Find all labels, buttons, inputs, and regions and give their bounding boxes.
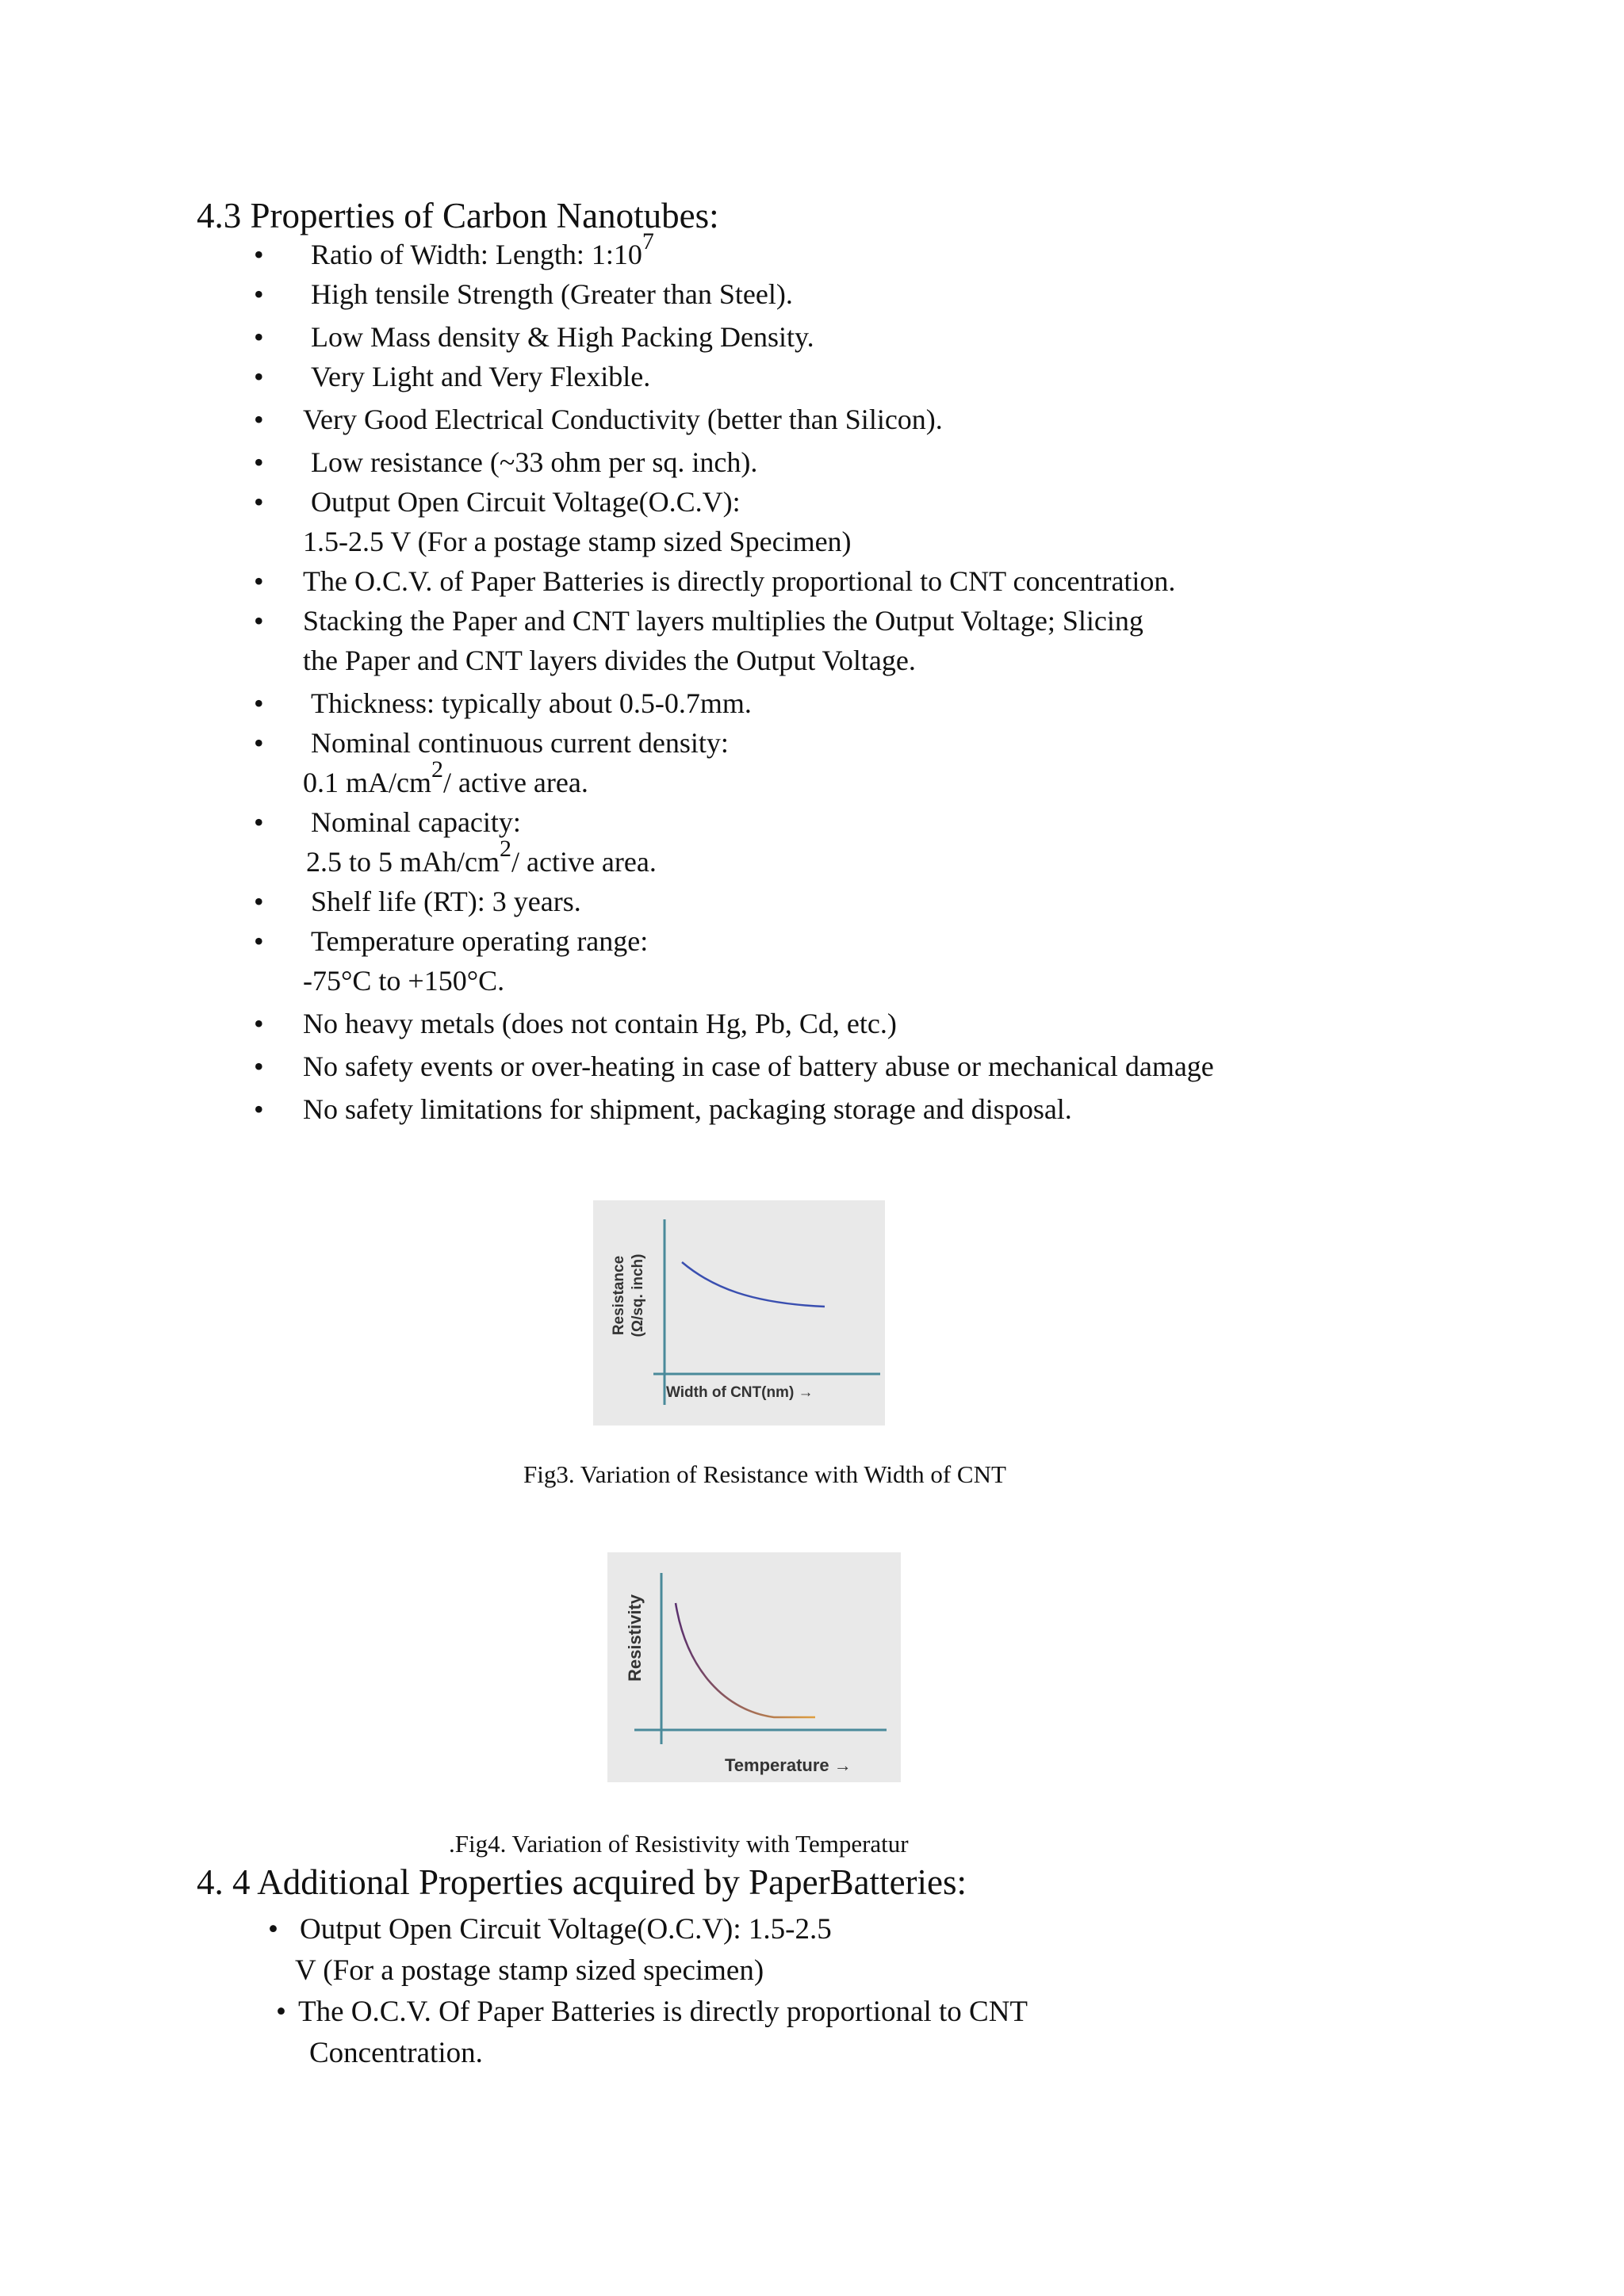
bullet: • [268,1913,278,1946]
list-item-text: Thickness: typically about 0.5-0.7mm. [311,687,752,719]
bullet: • [254,806,264,838]
list-item-text: Shelf life (RT): 3 years. [311,886,581,917]
list-item-continuation: Concentration. [309,2037,483,2069]
list-item-text: Nominal continuous current density: [311,727,729,759]
bullet: • [254,687,264,719]
bullet: • [276,1996,286,2028]
bullet: • [254,404,264,435]
x-axis-label: Temperature → [725,1755,852,1775]
y-axis-label-line2: (Ω/sq. inch) [630,1253,646,1337]
bullet: • [254,321,264,353]
list-item-text: Ratio of Width: Length: 1:10 [311,239,642,270]
list-item [254,723,1443,802]
list-item [254,317,1443,357]
bullet: • [254,278,264,310]
list-item [254,228,1443,274]
list-item-text: No safety events or over-heating in case of battery abuse or mechanical damage [303,1050,1214,1082]
section-heading-4-4: 4. 4 Additional Properties acquired by PaperBatteries: [197,1862,967,1902]
list-item-continuation-suffix: / active area. [511,846,657,878]
bullet: • [254,1093,264,1125]
bullet: • [254,925,264,957]
list-item [254,442,1443,482]
list-item [254,601,1443,680]
figure-3-resistance-graph [593,1200,885,1425]
figure-3-plot [593,1200,885,1425]
list-item-text: Very Good Electrical Conductivity (better than Silicon). [303,404,943,435]
list-item-text: No safety limitations for shipment, packaging storage and disposal. [303,1093,1072,1125]
bullet: • [254,361,264,392]
list-item [254,921,1443,1001]
y-axis-label: Resistivity [625,1594,645,1682]
list-item-text: The O.C.V. of Paper Batteries is directly proportional to CNT concentration. [303,565,1176,597]
figure-3-caption: Fig3. Variation of Resistance with Width of CNT [523,1460,1006,1488]
list-item [254,1089,1443,1129]
list-item-text: Output Open Circuit Voltage(O.C.V): 1.5-2.5 [300,1913,832,1946]
list-item-text: The O.C.V. Of Paper Batteries is directly proportional to CNT [298,1996,1028,2028]
list-item-text: High tensile Strength (Greater than Steel). [311,278,793,310]
list-item [254,882,1443,921]
list-item-continuation: 2.5 to 5 mAh/cm [306,846,500,878]
list-item [254,1004,1443,1043]
resistivity-curve [676,1603,815,1717]
list-item [268,1992,1457,2074]
list-item-text: Very Light and Very Flexible. [311,361,651,392]
list-item [254,274,1443,314]
bullet: • [254,239,264,270]
bullet: • [254,1050,264,1082]
list-item [254,357,1443,396]
superscript: 2 [499,836,511,862]
list-item [254,683,1443,723]
figure-4-plot [607,1552,901,1782]
x-axis-label: Width of CNT(nm) → [666,1384,814,1401]
section-heading-4-3: 4.3 Properties of Carbon Nanotubes: [197,196,719,235]
bullet: • [254,1008,264,1039]
list-item-text: Low resistance (~33 ohm per sq. inch). [311,446,758,478]
list-item-continuation: 1.5-2.5 V (For a postage stamp sized Specimen) [303,526,852,557]
list-item [268,1909,1457,1992]
figure-4-caption: .Fig4. Variation of Resistivity with Temperatur [449,1830,909,1858]
resistance-curve [682,1262,825,1307]
bullet: • [254,886,264,917]
bullet: • [254,486,264,518]
list-item-text: No heavy metals (does not contain Hg, Pb, Cd, etc.) [303,1008,897,1039]
list-item-text: Temperature operating range: [311,925,649,957]
list-item [254,482,1443,561]
list-item-continuation: V (For a postage stamp sized specimen) [295,1954,764,1987]
figure-4-resistivity-graph [607,1552,901,1782]
list-item-text: Low Mass density & High Packing Density. [311,321,814,353]
list-item-text: Nominal capacity: [311,806,521,838]
bullet: • [254,565,264,597]
list-item [254,400,1443,439]
superscript: 7 [642,228,654,254]
list-item [254,802,1443,882]
y-axis-label-line1: Resistance [611,1255,627,1336]
additional-properties-list [268,1909,1457,2074]
list-item-text: Stacking the Paper and CNT layers multiplies the Output Voltage; Slicing [303,605,1143,637]
list-item-continuation: 0.1 mA/cm [303,767,431,798]
bullet: • [254,605,264,637]
bullet: • [254,446,264,478]
superscript: 2 [431,756,443,783]
list-item-continuation: -75°C to +150°C. [303,965,505,997]
list-item-continuation: the Paper and CNT layers divides the Output Voltage. [303,645,916,676]
bullet: • [254,727,264,759]
properties-list [254,228,1443,1129]
list-item-text: Output Open Circuit Voltage(O.C.V): [311,486,741,518]
list-item [254,561,1443,601]
list-item-continuation-suffix: / active area. [442,767,588,798]
list-item [254,1047,1443,1086]
